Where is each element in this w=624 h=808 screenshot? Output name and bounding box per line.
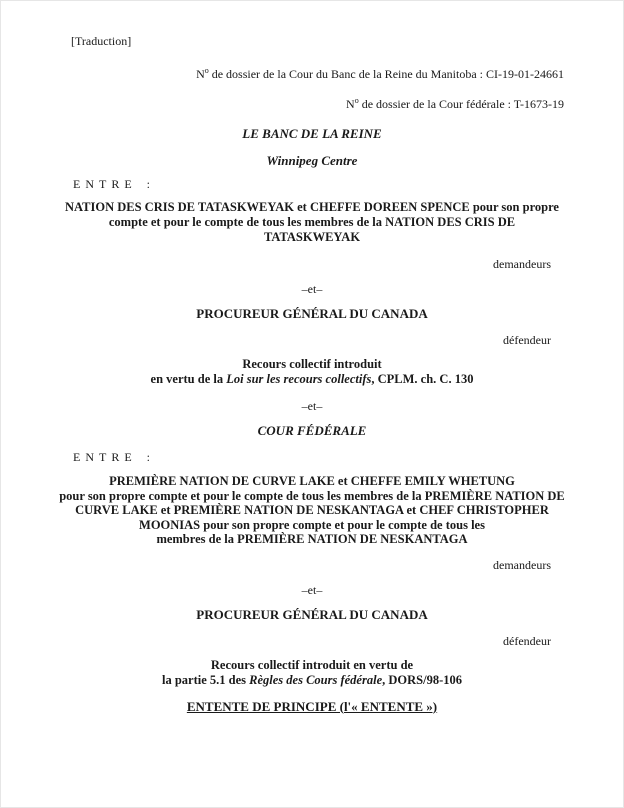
court1-defendant-role: défendeur: [503, 333, 551, 347]
document-title-text: ENTENTE DE PRINCIPE (l'« ENTENTE »): [186, 698, 438, 714]
court1-name-heading: LE BANC DE LA REINE: [242, 126, 382, 141]
court2-plaintiffs-role: demandeurs: [493, 557, 551, 572]
court2-plaintiffs-paragraph: [1, 474, 623, 547]
court2-plaintiffs-line: MOONIAS pour son propre compte et pour le compte de tous les: [139, 517, 485, 532]
court1-et-separator: –et–: [301, 282, 323, 296]
file-number-federal-text: de dossier de la Cour fédérale : T-1673-19: [358, 97, 564, 111]
ordinal-superscript: o: [204, 66, 209, 75]
court2-defendant-role: défendeur: [503, 633, 551, 648]
court1-proceeding-line2-suffix: , CPLM. ch. C. 130: [371, 372, 474, 386]
court1-plaintiffs-paragraph: [1, 200, 623, 245]
court2-proceeding-line2-suffix: , DORS/98-106: [382, 672, 462, 687]
court2-plaintiffs-line: pour son propre compte et pour le compte de tous les membres de la PREMIÈRE NATION DE: [59, 488, 565, 503]
court1-plaintiffs-line: compte et pour le compte de tous les membres de la NATION DES CRIS DE: [108, 215, 516, 229]
between-label-1: ENTRE :: [73, 177, 155, 191]
court1-statute-name: Loi sur les recours collectifs: [226, 372, 372, 386]
court2-statute-name: Règles des Cours fédérale: [249, 672, 383, 687]
file-number-manitoba: [1, 67, 564, 82]
document-title: [1, 699, 623, 714]
between-label-2: ENTRE :: [73, 450, 155, 464]
court1-proceeding-line1: Recours collectif introduit: [242, 357, 382, 371]
court1-defendant-name: PROCUREUR GÉNÉRAL DU CANADA: [196, 306, 428, 321]
court1-plaintiffs-line: TATASKWEYAK: [263, 230, 361, 244]
translation-tag: [Traduction]: [71, 34, 132, 48]
between-courts-et-separator: –et–: [301, 399, 323, 413]
court2-plaintiffs-line: membres de la PREMIÈRE NATION DE NESKANTAGA: [156, 532, 468, 546]
court2-proceeding-line2-prefix: la partie 5.1 des: [161, 672, 250, 687]
ordinal-superscript: o: [354, 96, 359, 105]
court1-plaintiffs-line: NATION DES CRIS DE TATASKWEYAK et CHEFFE DOREEN SPENCE pour son propre: [65, 200, 559, 214]
file-number-federal-n: N: [346, 97, 355, 111]
court2-plaintiffs-line: PREMIÈRE NATION DE CURVE LAKE et CHEFFE EMILY WHETUNG: [109, 474, 515, 488]
file-number-manitoba-n: N: [196, 67, 205, 81]
court1-plaintiffs-role: demandeurs: [493, 257, 551, 271]
court2-et-separator: –et–: [301, 582, 323, 597]
court2-proceeding-line1: Recours collectif introduit en vertu de: [210, 657, 414, 672]
court1-location-heading: Winnipeg Centre: [266, 153, 358, 168]
file-number-manitoba-text: de dossier de la Cour du Banc de la Reine du Manitoba : CI-19-01-24661: [208, 67, 564, 81]
court1-proceeding-line2: [1, 372, 623, 387]
court1-proceeding-line2-prefix: en vertu de la: [150, 372, 227, 386]
court2-defendant-name: PROCUREUR GÉNÉRAL DU CANADA: [196, 606, 428, 622]
court2-name-heading: COUR FÉDÉRALE: [257, 423, 367, 438]
court2-plaintiffs-line: CURVE LAKE et PREMIÈRE NATION DE NESKANTAGA et CHEF CHRISTOPHER: [75, 503, 549, 517]
court2-proceeding-line2: [1, 673, 623, 688]
file-number-federal: [1, 97, 564, 112]
